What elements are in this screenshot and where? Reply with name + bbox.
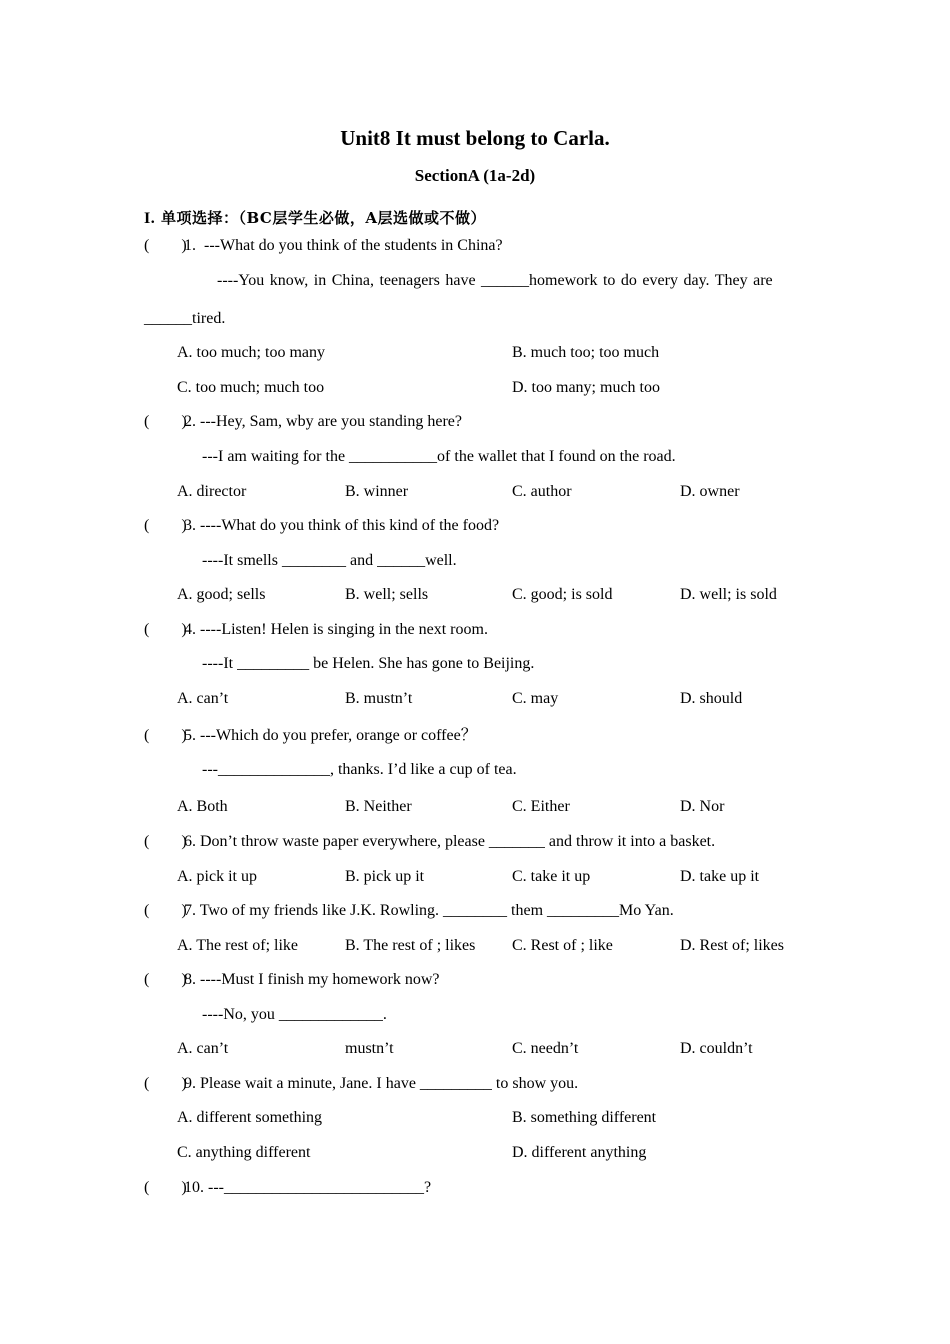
option-a: A. The rest of; like — [177, 937, 299, 954]
option-d: D. couldn’t — [680, 1040, 753, 1057]
option-c: C. author — [512, 483, 572, 500]
option-c: C. needn’t — [512, 1040, 579, 1057]
section-heading — [144, 207, 486, 228]
option-a: A. can’t — [177, 1040, 229, 1057]
question-stem: 8. ----Must I finish my homework now? — [184, 971, 440, 988]
option-a: A. can’t — [177, 690, 229, 707]
section-heading-text: 单项选择：（BC层学生必做，A层选做或不做） — [160, 209, 487, 227]
option-b: mustn’t — [345, 1040, 394, 1057]
option-c: C. Rest of ; like — [512, 937, 613, 954]
option-a: A. Both — [177, 798, 228, 815]
question-stem: 4. ----Listen! Helen is singing in the next room. — [184, 621, 488, 638]
option-b: B. The rest of ; likes — [345, 937, 476, 954]
option-b: B. much too; too much — [512, 344, 660, 361]
option-a: A. director — [177, 483, 247, 500]
option-d: D. Rest of; likes — [680, 937, 784, 954]
option-c: C. too much; much too — [177, 379, 325, 396]
answer-bracket: ( ) — [144, 1075, 187, 1092]
question-stem: 5. ---Which do you prefer, orange or coffee？ — [184, 727, 477, 744]
answer-bracket: ( ) — [144, 621, 187, 638]
option-c: C. good; is sold — [512, 586, 613, 603]
option-b: B. winner — [345, 483, 409, 500]
option-d: D. Nor — [680, 798, 725, 815]
option-c: C. may — [512, 690, 559, 707]
option-d: D. owner — [680, 483, 740, 500]
answer-bracket: ( ) — [144, 727, 187, 744]
option-d: D. take up it — [680, 868, 760, 885]
question-stem: 9. Please wait a minute, Jane. I have _________ to show you. — [184, 1075, 579, 1092]
question-line: ______tired. — [144, 310, 226, 327]
question-line: ----No, you _____________. — [202, 1006, 387, 1023]
answer-bracket: ( ) — [144, 971, 187, 988]
answer-bracket: ( ) — [144, 833, 187, 850]
page-title: Unit8 It must belong to Carla. — [340, 126, 610, 150]
section-number: I. — [144, 210, 156, 227]
option-a: A. too much; too many — [177, 344, 325, 361]
option-a: A. good; sells — [177, 586, 266, 603]
option-d: D. well; is sold — [680, 586, 777, 603]
question-line: ----It _________ be Helen. She has gone to Beijing. — [202, 655, 535, 672]
option-b: B. pick up it — [345, 868, 425, 885]
option-d: D. too many; much too — [512, 379, 660, 396]
answer-bracket: ( ) — [144, 517, 187, 534]
option-c: C. anything different — [177, 1144, 311, 1161]
question-line: ---______________, thanks. I’d like a cup of tea. — [202, 761, 517, 778]
option-d: D. should — [680, 690, 743, 707]
question-stem: 1. ---What do you think of the students in China? — [184, 237, 503, 254]
question-stem: 6. Don’t throw waste paper everywhere, please _______ and throw it into a basket. — [184, 833, 716, 850]
answer-bracket: ( ) — [144, 1179, 187, 1196]
question-line: ----It smells ________ and ______well. — [202, 552, 457, 569]
question-line: ---I am waiting for the ___________of the wallet that I found on the road. — [202, 448, 676, 465]
answer-bracket: ( ) — [144, 413, 187, 430]
answer-bracket: ( ) — [144, 237, 187, 254]
question-line: ----You know, in China, teenagers have ______homework to do every day. They are — [217, 272, 773, 289]
option-c: C. Either — [512, 798, 570, 815]
option-b: B. Neither — [345, 798, 412, 815]
option-b: B. mustn’t — [345, 690, 413, 707]
option-b: B. well; sells — [345, 586, 429, 603]
option-a: A. pick it up — [177, 868, 257, 885]
option-a: A. different something — [177, 1109, 323, 1126]
option-d: D. different anything — [512, 1144, 647, 1161]
option-c: C. take it up — [512, 868, 591, 885]
question-stem: 10. ---_________________________? — [184, 1179, 432, 1196]
question-stem: 2. ---Hey, Sam, wby are you standing here? — [184, 413, 462, 430]
option-b: B. something different — [512, 1109, 657, 1126]
page-subtitle: SectionA (1a-2d) — [414, 166, 536, 185]
question-stem: 7. Two of my friends like J.K. Rowling. ________ them _________Mo Yan. — [184, 902, 674, 919]
question-stem: 3. ----What do you think of this kind of the food? — [184, 517, 500, 534]
answer-bracket: ( ) — [144, 902, 187, 919]
